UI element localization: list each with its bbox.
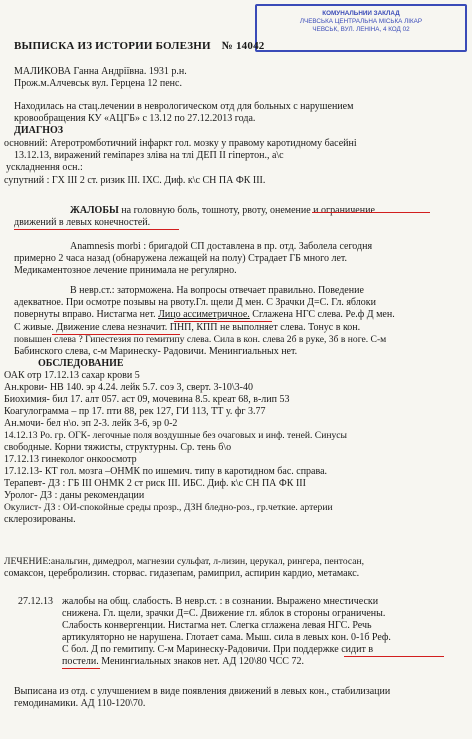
discharge-line-2: гемодинамики. АД 110-120\70. — [14, 698, 146, 709]
anamnesis-line-3: Медикаментозное лечение принимала не регулярно. — [14, 265, 237, 276]
exam-urine: Ан.мочи- бел н\о. эп 2-3. лейк 3-6, эр 0-2 — [4, 418, 178, 429]
patient-name: МАЛИКОВА Ганна Андріївна. 1931 р.н. — [14, 66, 187, 77]
complaints-text: на головную боль, тошноту, рвоту, онемение и ограничение — [118, 205, 375, 216]
complaints-line-2: движений в левых конечностей. — [14, 217, 151, 228]
neuro-line-4 — [14, 322, 472, 334]
title-text: ВЫПИСКА ИЗ ИСТОРИИ БОЛЕЗНИ — [14, 40, 211, 52]
highlight-underline-complaints-2 — [14, 229, 179, 230]
followup-line-5: С бол. Д по гемитипу. С-м Маринеску-Радовичи. При поддержке сидит в — [62, 644, 374, 655]
title-number: № 14042 — [221, 40, 265, 52]
followup-line-6b: Менингиальных знаков нет. АД 120\80 ЧСС 72. — [98, 656, 304, 667]
exam-oculist-1: Окулист- ДЗ : ОИ-спокойные среды прозр., ДЗН бледно-роз., гр.четкие. артерии — [4, 502, 333, 513]
exam-xray-2: свободные. Корни тяжисты, структурны. Ср. тень б\о — [4, 442, 232, 453]
exam-heading: ОБСЛЕДОВАНИЕ — [38, 358, 124, 369]
highlight-underline-complaints-1 — [312, 212, 430, 213]
exam-oak: ОАК отр 17.12.13 сахар крови 5 — [4, 370, 140, 381]
neuro-line-5: повышен слева ? Гипестезия по гемитипу слева. Сила в кон. слева 2б в руке, 3б в ноге. С-м — [14, 334, 387, 345]
diagnosis-complication: ускладнення осн.: — [6, 162, 83, 173]
followup-line-1: жалобы на общ. слабость. В невр.ст. : в сознании. Выражено мнестически — [62, 596, 379, 607]
admission-line-1: Находилась на стац.лечении в неврологическом отд для больных с нарушением — [14, 101, 354, 112]
neuro-line-6: Бабинского слева, с-м Маринеску- Радовичи. Менингиальных нет. — [14, 346, 298, 357]
followup-line-2: снижена. Гл. щели, зрачки Д=С. Движение гл. яблок в стороны ограничены. — [62, 608, 386, 619]
neuro-line-3a: повернуты вправо. Нистагма нет. — [14, 309, 159, 320]
neuro-line-3b: Лицо ассиметричное. — [158, 309, 250, 320]
neuro-line-3c: Сглажена НГС слева. Ре.ф Д мен. — [249, 309, 395, 320]
diagnosis-heading: ДИАГНОЗ — [14, 125, 64, 136]
exam-urologist: Уролог- ДЗ : даны рекомендации — [4, 490, 145, 501]
patient-address: Прож.м.Алчевськ вул. Герцена 12 пенс. — [14, 78, 182, 89]
exam-xray-1: 14.12.13 Ро. гр. ОГК- легочные поля воздушные без очаговых и инф. теней. Синусы — [4, 430, 347, 441]
neuro-line-3 — [14, 309, 472, 321]
treatment-line-1: ЛЕЧЕНИЕ:анальгин, димедрол, магнезии сульфат, л-лизин, церукал, рингера, пентосан, — [4, 556, 365, 567]
exam-blood: Ан.крови- НВ 140. эр 4.24. лейк 5.7. соэ 3, сверт. 3-10\3-40 — [4, 382, 253, 393]
stamp-line-1: КОМУНАЛЬНИЙ ЗАКЛАД — [322, 10, 400, 17]
exam-coag: Коагулограмма – пр 17. пти 88, рек 127, ГИ 113, ТТ у. фг 3.77 — [4, 406, 266, 417]
anamnesis-line-1: Anamnesis morbi : бригадой СП доставлена в пр. отд. Заболела сегодня — [70, 241, 373, 252]
neuro-line-4c: ПНП, КПП не выполняет слева. Тонус в кон. — [167, 322, 361, 333]
exam-biochem: Биохимия- бил 17. алт 057. аст 09, мочевина 8.5. креат 68, в-лип 53 — [4, 394, 290, 405]
followup-line-4: артикуляторно не нарушена. Глотает сама. Мыш. сила в левых кон. 0-1б Реф. — [62, 632, 391, 643]
highlight-underline-sits-2 — [62, 668, 100, 669]
followup-date: 27.12.13 — [18, 596, 53, 607]
followup-line-6a: постели. — [62, 656, 99, 667]
diagnosis-concomitant: супутний : ГХ ІІІ 2 ст. ризик ІІІ. ІХС. Диф. к\с СН ПА ФК ІІІ. — [4, 175, 266, 186]
neuro-line-2: адекватное. При осмотре позывы на рвоту.Гл. щели Д мен. С Зрачки Д=С. Гл. яблоки — [14, 297, 376, 308]
anamnesis-line-2: примерно 2 часа назад (обнаружена лежащей на полу) Страдает ГБ много лет. — [14, 253, 348, 264]
followup-line-3: Слабость конвергенции. Нистагма нет. Слегка сглажена левая НГС. Речь — [62, 620, 372, 631]
neuro-line-4a: С живые. — [14, 322, 57, 333]
stamp-line-3: ЧЕВСЬК, ВУЛ. ЛЕНІНА, 4 КОД 02 — [312, 26, 410, 33]
treatment-line-2: сомаксон, церебролизин. сторвас. гидазепам, рамиприл, аспирин кардио, метамакс. — [4, 568, 360, 579]
discharge-line-1: Выписана из отд. с улучшением в виде появления движений в левых кон., стабилизации — [14, 686, 391, 697]
exam-therapist: Терапевт- ДЗ : ГБ ІІІ ОНМК 2 ст риск ІІІ. ИБС. Диф. к\с СН ПА ФК ІІІ — [4, 478, 306, 489]
exam-ct: 17.12.13- КТ гол. мозга –ОНМК по ишемич. типу в каротидном бас. справа. — [4, 466, 328, 477]
exam-gyn: 17.12.13 гинеколог онкоосмотр — [4, 454, 137, 465]
stamp-line-2: ЛЧЕВСЬКА ЦЕНТРАЛЬНА МІСЬКА ЛІКАР — [299, 18, 423, 25]
diagnosis-main-1: основний: Атеротромботичний інфаркт гол. мозку у правому каротидному басейні — [4, 138, 357, 149]
neuro-line-1: В невр.ст.: заторможена. На вопросы отвечает правильно. Поведение — [70, 285, 364, 296]
document-title — [14, 40, 472, 52]
neuro-line-4b: Движение слева незначит. — [56, 322, 168, 333]
diagnosis-main-2: 13.12.13, виражений геміпарез зліва на тлі ДЕП ІІ гіпертон., а\с — [14, 150, 284, 161]
exam-oculist-2: склерозированы. — [4, 514, 76, 525]
complaints-line-1 — [70, 205, 472, 217]
admission-line-2: кровообращения КУ «АЦГБ» с 13.12 по 27.12.2013 года. — [14, 113, 256, 124]
followup-line-6 — [62, 656, 472, 668]
complaints-label: ЖАЛОБЫ — [70, 205, 119, 216]
